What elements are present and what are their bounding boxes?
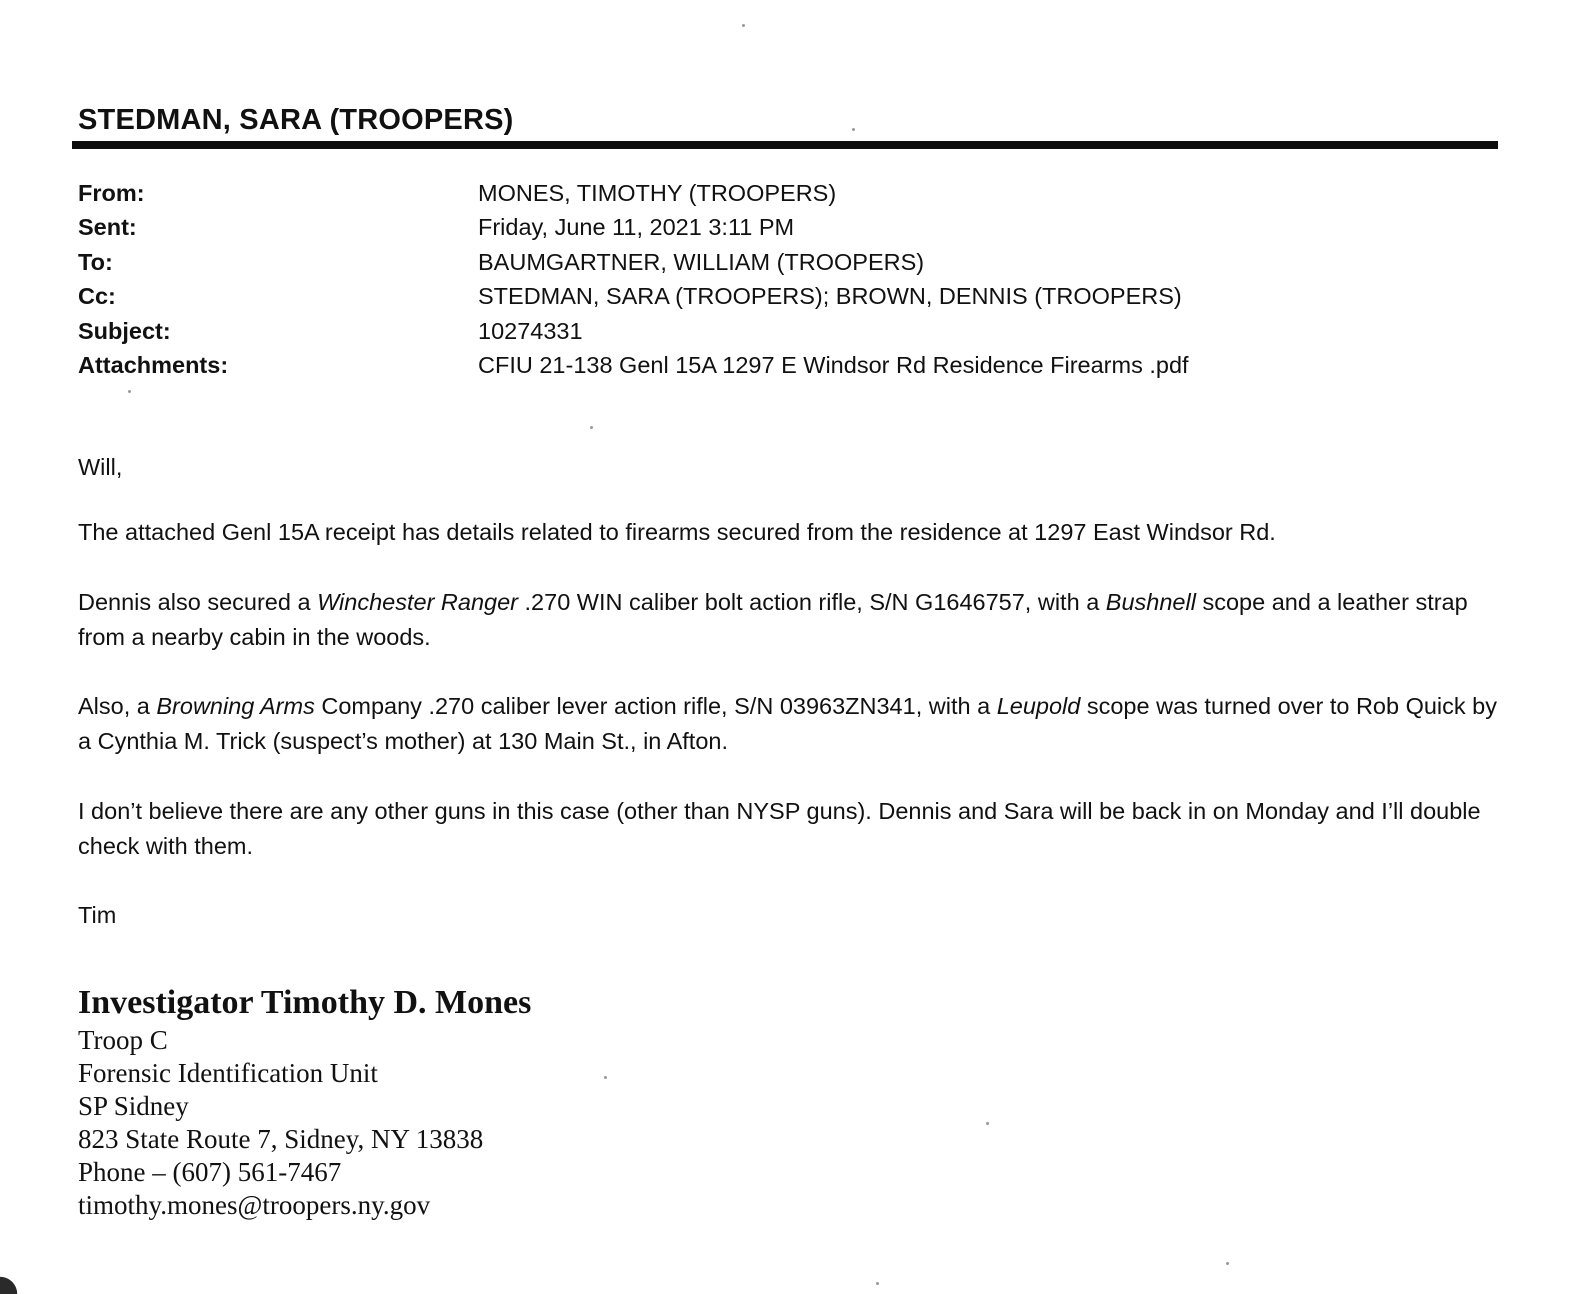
cc-value: STEDMAN, SARA (TROOPERS); BROWN, DENNIS (TROOPERS) [478, 283, 1182, 310]
p2-winchester-ranger: Winchester Ranger [317, 589, 518, 615]
email-signature [78, 982, 531, 1222]
scan-speck [128, 390, 131, 393]
scan-speck [742, 24, 745, 27]
p2-text-c: .270 WIN caliber bolt action rifle, S/N G1646757, with a [518, 589, 1106, 615]
p3-text-e: scope was turned over to Rob Quick by a Cynthia M. Trick (suspect’s mother) at 130 Main St., in Afton. [78, 693, 1498, 754]
email-paragraph-2 [78, 585, 1498, 655]
attachments-label: Attachments: [78, 352, 229, 379]
p2-bushnell: Bushnell [1105, 589, 1196, 615]
scan-speck [1226, 1262, 1229, 1265]
email-paragraph-1: The attached Genl 15A receipt has details related to firearms secured from the residence at 1297 East Windsor Rd. [78, 519, 1276, 545]
signature-phone: Phone – (607) 561-7467 [78, 1157, 342, 1187]
cc-label: Cc: [78, 283, 116, 310]
header-row-from [78, 176, 1189, 210]
p3-browning-arms: Browning Arms [156, 693, 315, 719]
email-greeting: Will, [78, 454, 123, 480]
email-header [78, 176, 1189, 382]
email-paragraph-3 [78, 689, 1498, 759]
attachment-filename: CFIU 21-138 Genl 15A 1297 E Windsor Rd Residence Firearms .pdf [478, 352, 1189, 379]
sent-value: Friday, June 11, 2021 3:11 PM [478, 214, 795, 241]
p3-leupold: Leupold [996, 693, 1081, 719]
header-row-subject [78, 314, 1189, 348]
mailbox-owner-title: STEDMAN, SARA (TROOPERS) [78, 104, 514, 136]
signature-address: 823 State Route 7, Sidney, NY 13838 [78, 1124, 484, 1154]
subject-value: 10274331 [478, 317, 583, 344]
signature-troop: Troop C [78, 1025, 168, 1055]
scan-speck [876, 1282, 879, 1285]
p3-text-a: Also, a [78, 693, 157, 719]
header-row-sent [78, 210, 1189, 244]
scan-speck [986, 1122, 989, 1125]
subject-label: Subject: [78, 317, 171, 344]
to-label: To: [78, 248, 113, 275]
from-label: From: [78, 180, 145, 206]
p2-text-e: scope and a leather strap from a nearby cabin in the woods. [78, 589, 1468, 650]
title-divider [72, 141, 1498, 149]
header-row-cc [78, 279, 1189, 313]
email-signoff: Tim [78, 902, 117, 928]
scan-speck [590, 426, 593, 429]
signature-unit: Forensic Identification Unit [78, 1058, 378, 1088]
signature-email: timothy.mones@troopers.ny.gov [78, 1190, 431, 1220]
scan-speck [852, 128, 855, 131]
scan-speck [604, 1076, 607, 1079]
p3-text-c: Company .270 caliber lever action rifle, S/N 03963ZN341, with a [314, 693, 997, 719]
signature-name: Investigator Timothy D. Mones [78, 984, 532, 1021]
email-paragraph-4: I don’t believe there are any other guns in this case (other than NYSP guns). Dennis and Sara will be back in on Monday and I’ll double check with them. [78, 798, 1481, 859]
scan-corner-shadow [0, 1264, 30, 1294]
signature-station: SP Sidney [78, 1091, 189, 1121]
to-value: BAUMGARTNER, WILLIAM (TROOPERS) [478, 248, 925, 275]
header-row-attachments [78, 348, 1189, 382]
from-value: MONES, TIMOTHY (TROOPERS) [478, 180, 837, 206]
p2-text-a: Dennis also secured a [78, 589, 318, 615]
sent-label: Sent: [78, 214, 137, 241]
header-row-to [78, 245, 1189, 279]
